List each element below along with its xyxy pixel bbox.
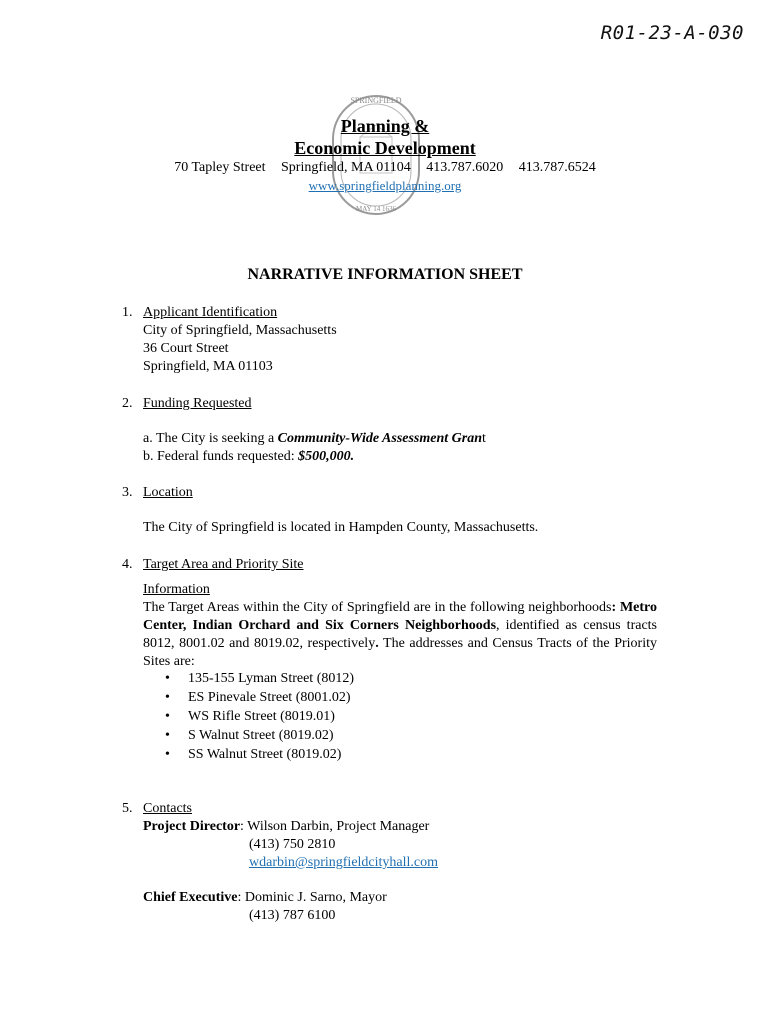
funding-grant-type <box>143 431 486 447</box>
bullet-glyph: • <box>165 671 170 686</box>
project-director-value: : Wilson Darbin, Project Manager <box>240 819 430 834</box>
bullet-glyph: • <box>165 709 170 724</box>
project-director <box>143 819 429 835</box>
section-4-heading: Target Area and Priority Site <box>143 557 304 572</box>
letterhead-title-line2: Economic Development <box>294 138 476 158</box>
chief-executive-label: Chief Executive <box>143 890 238 905</box>
project-director-label: Project Director <box>143 819 241 834</box>
letterhead-address <box>0 160 770 176</box>
section-1-number: 1. <box>122 305 133 320</box>
funding-amount <box>143 449 354 465</box>
target-area-period: . <box>375 636 379 651</box>
project-director-phone: (413) 750 2810 <box>249 837 336 852</box>
chief-executive <box>143 890 387 906</box>
section-4-subheading: Information <box>143 582 210 597</box>
city-address: Springfield, MA 01104 <box>281 160 411 175</box>
target-area-colon: : <box>611 600 617 615</box>
section-4-number: 4. <box>122 557 133 572</box>
priority-site-item: S Walnut Street (8019.02) <box>188 728 334 743</box>
street-address: 70 Tapley Street <box>174 160 266 175</box>
priority-site-item: 135-155 Lyman Street (8012) <box>188 671 355 686</box>
seal-text-bottom: MAY 14 1636 <box>356 205 396 213</box>
document-id-handwritten: R01-23-A-030 <box>600 22 744 44</box>
section-2-heading: Funding Requested <box>143 396 252 411</box>
funding-grant-prefix: a. The City is seeking a <box>143 431 278 446</box>
priority-site-item: ES Pinevale Street (8001.02) <box>188 690 351 705</box>
funding-grant-tail: t <box>482 431 486 446</box>
applicant-name: City of Springfield, Massachusetts <box>143 323 337 338</box>
priority-site-item: SS Walnut Street (8019.02) <box>188 747 342 762</box>
target-area-text-end: The addresses and Census Tracts of the Priority Sites are: <box>143 636 657 669</box>
project-director-email-link[interactable]: wdarbin@springfieldcityhall.com <box>249 855 439 870</box>
section-5-heading: Contacts <box>143 801 192 816</box>
target-area-text-start: The Target Areas within the City of Springfield are in the following neighborhoods <box>143 600 612 615</box>
section-3-number: 3. <box>122 485 133 500</box>
section-3-heading: Location <box>143 485 193 500</box>
funding-amount-prefix: b. Federal funds requested: <box>143 449 299 464</box>
funding-grant-name: Community-Wide Assessment Gran <box>277 431 482 446</box>
bullet-glyph: • <box>165 728 170 743</box>
bullet-glyph: • <box>165 690 170 705</box>
target-area-neighborhoods: Metro Center, Indian Orchard and Six Corners Neighborhoods <box>143 600 658 633</box>
location-text: The City of Springfield is located in Hampden County, Massachusetts. <box>143 520 539 535</box>
section-5-number: 5. <box>122 801 133 816</box>
section-1-heading: Applicant Identification <box>143 305 278 320</box>
applicant-street: 36 Court Street <box>143 341 229 356</box>
bullet-glyph: • <box>165 747 170 762</box>
target-area-paragraph <box>143 599 657 671</box>
funding-amount-value: $500,000. <box>298 449 355 464</box>
phone-number: 413.787.6020 <box>426 160 504 175</box>
letterhead-title-line1: Planning & <box>340 116 430 136</box>
chief-executive-phone: (413) 787 6100 <box>249 908 336 923</box>
priority-site-item: WS Rifle Street (8019.01) <box>188 709 335 724</box>
sheet-title: NARRATIVE INFORMATION SHEET <box>247 266 523 283</box>
website-link[interactable]: www.springfieldplanning.org <box>308 178 462 193</box>
chief-executive-value: : Dominic J. Sarno, Mayor <box>237 890 387 905</box>
target-area-text-mid: , identified as census tracts 8012, 8001.02 and 8019.02, respectively <box>143 618 657 651</box>
applicant-city: Springfield, MA 01103 <box>143 359 273 374</box>
seal-text-top: SPRINGFIELD <box>350 96 402 105</box>
section-2-number: 2. <box>122 396 133 411</box>
fax-number: 413.787.6524 <box>518 160 596 175</box>
